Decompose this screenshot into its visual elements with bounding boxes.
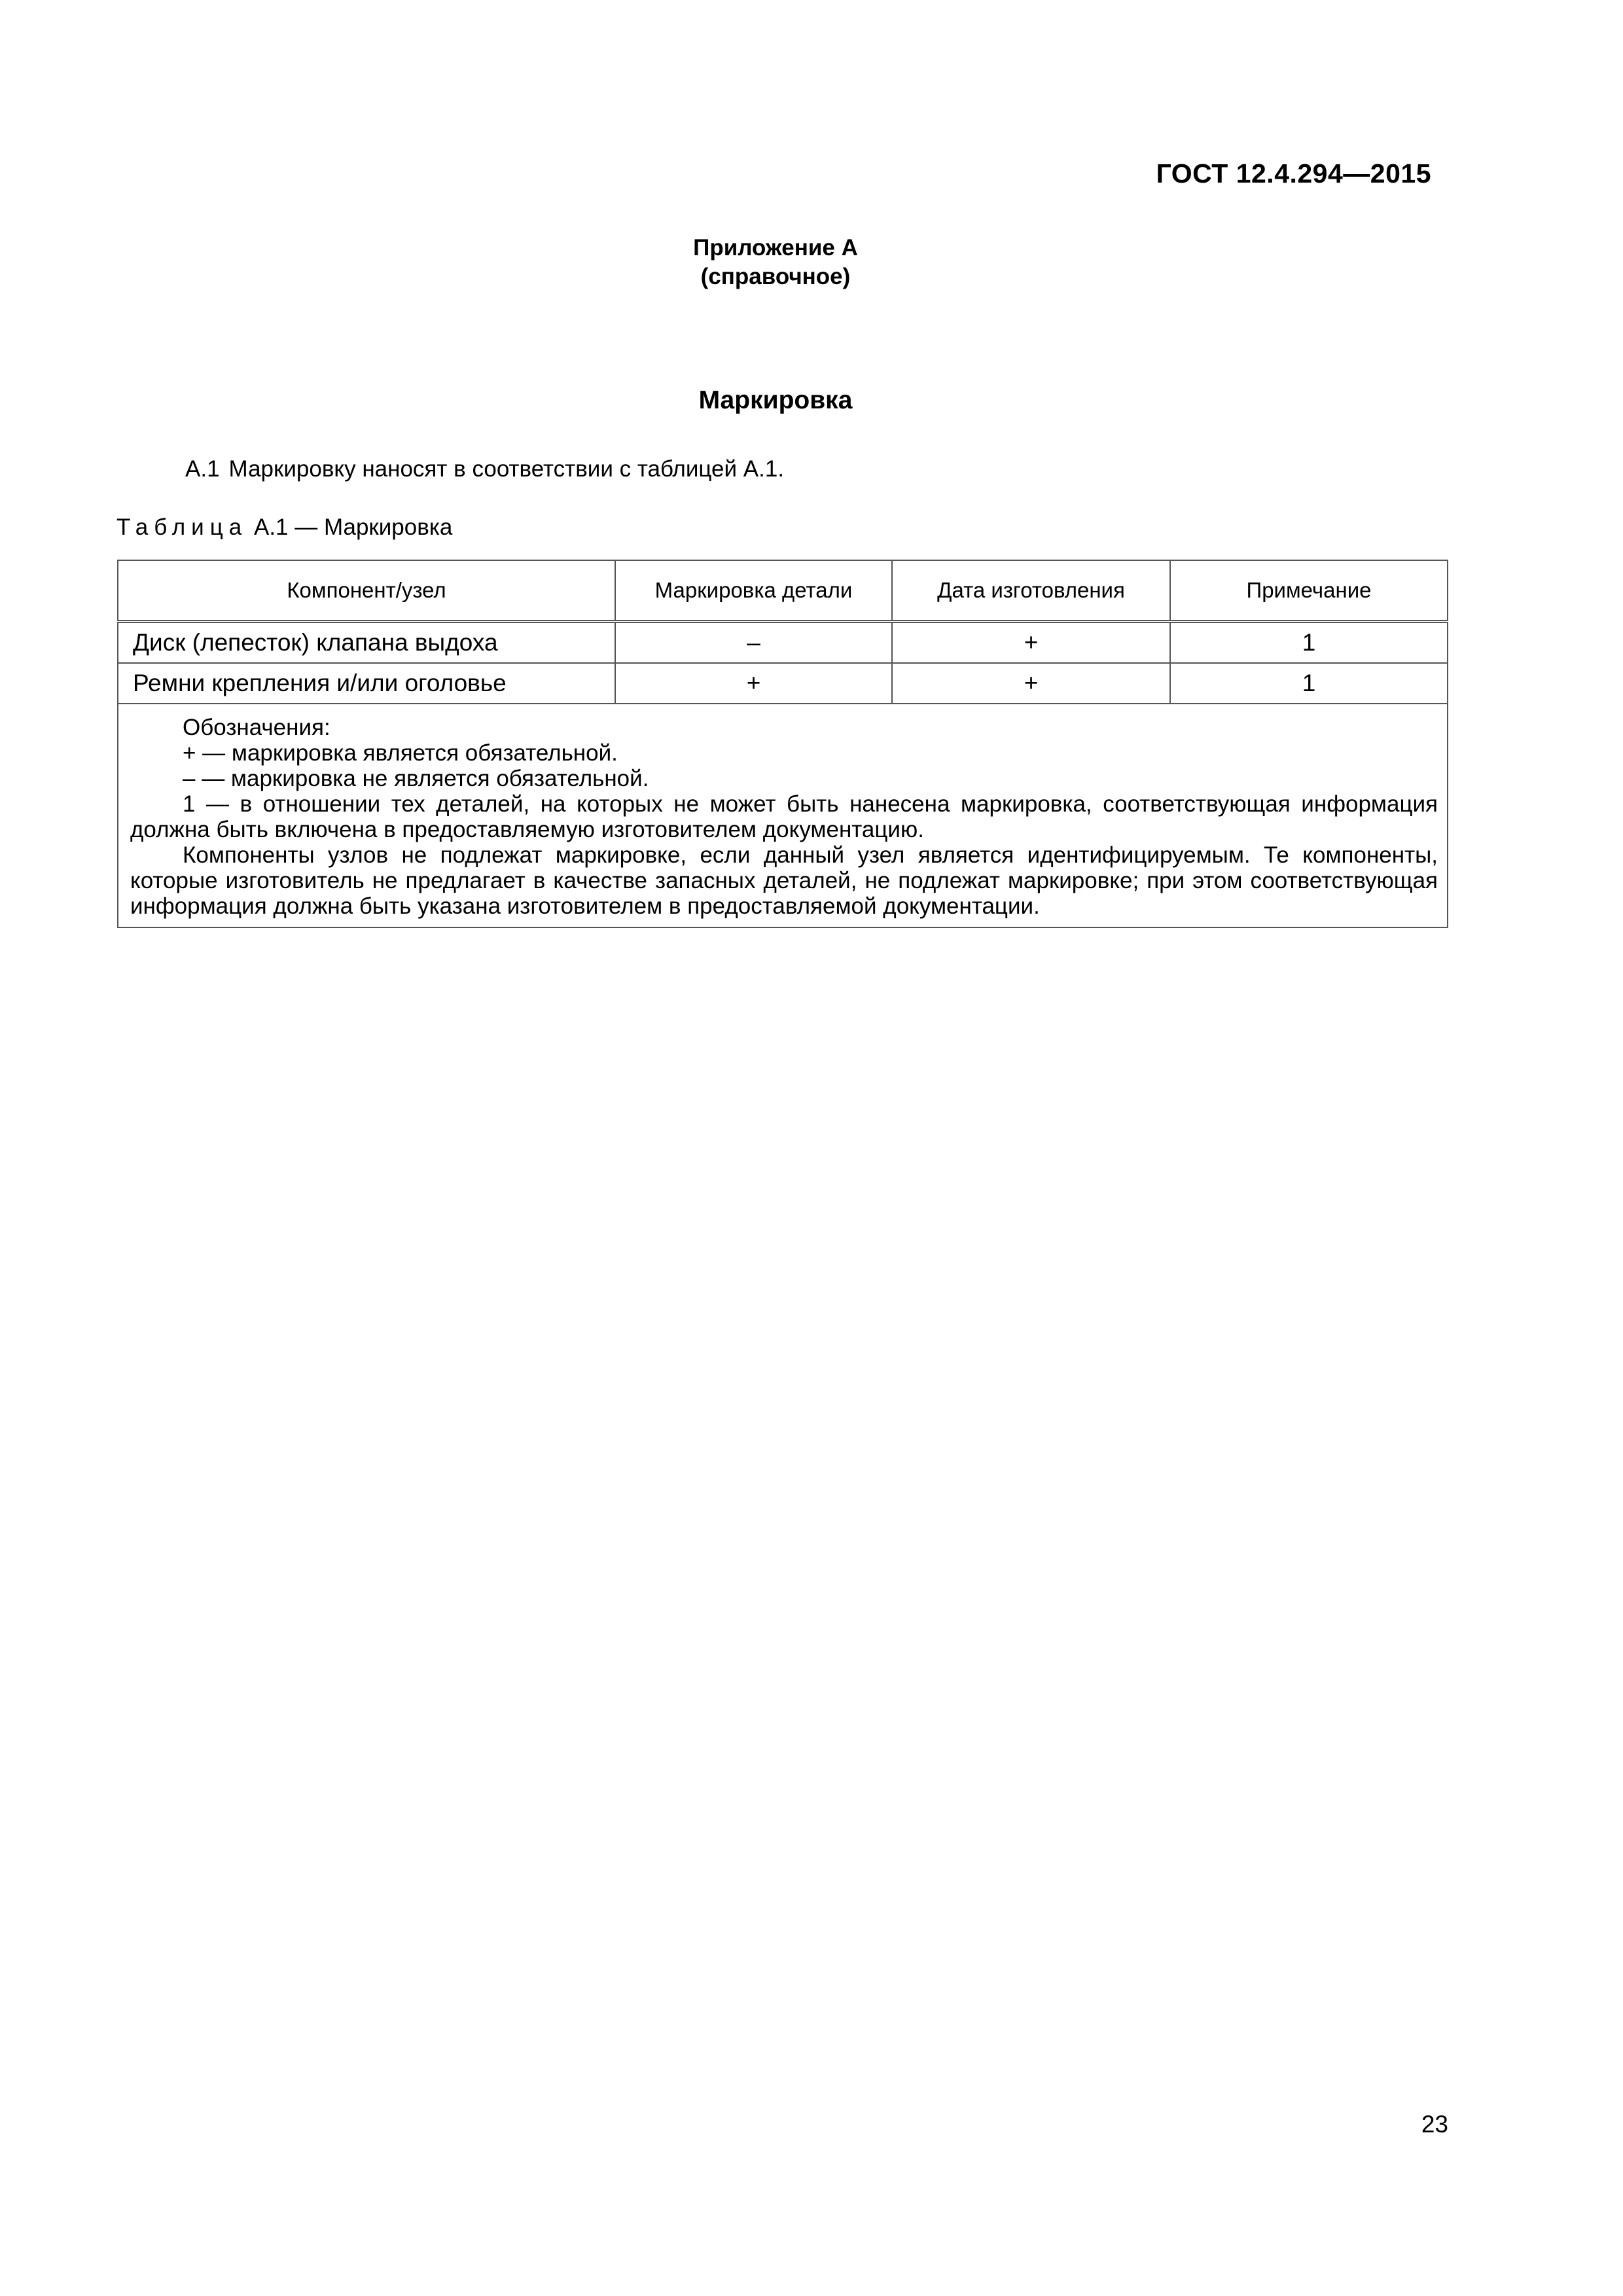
appendix-subtitle: (справочное) xyxy=(700,264,851,289)
table-caption xyxy=(116,514,452,541)
marking-table xyxy=(117,560,1448,928)
cell-note: 1 xyxy=(1170,663,1448,704)
table-header-row xyxy=(118,560,1448,622)
document-id: ГОСТ 12.4.294—2015 xyxy=(1156,158,1431,188)
header-manufacture-date: Дата изготовления xyxy=(892,560,1170,622)
note-one: 1 — в отношении тех деталей, на которых не может быть нанесена маркировка, соответствующая информация должна быть включена в предоставляемую изготовителем документацию. xyxy=(130,791,1438,842)
section-title: Маркировка xyxy=(698,386,853,414)
notes-heading: Обозначения: xyxy=(183,715,330,740)
table-caption-title: А.1 — Маркировка xyxy=(253,514,453,540)
cell-component: Ремни крепления и/или оголовье xyxy=(118,663,615,704)
table-row xyxy=(118,622,1448,664)
table-caption-word: Таблица xyxy=(116,514,248,540)
clause-number: А.1 xyxy=(185,456,220,482)
table-notes xyxy=(118,704,1448,927)
note-components: Компоненты узлов не подлежат маркировке, если данный узел является идентифицируемым. Те компоненты, которые изготовитель не предлагает в качестве запасных деталей, не подлежат маркировке; при этом соответствующая информация должна быть указана изготовителем в предоставляемой документации. xyxy=(130,842,1438,919)
table-notes-row xyxy=(118,704,1448,927)
table-row xyxy=(118,663,1448,704)
clause-text: Маркировку наносят в соответствии с таблицей А.1. xyxy=(228,456,785,482)
header-part-marking: Маркировка детали xyxy=(615,560,892,622)
page-number: 23 xyxy=(1421,2111,1448,2138)
header-note: Примечание xyxy=(1170,560,1448,622)
note-plus: + — маркировка является обязательной. xyxy=(183,740,618,766)
appendix-title: Приложение А xyxy=(693,235,858,260)
cell-part-marking: – xyxy=(615,622,892,664)
header-component: Компонент/узел xyxy=(118,560,615,622)
cell-manufacture-date: + xyxy=(892,663,1170,704)
cell-note: 1 xyxy=(1170,622,1448,664)
cell-manufacture-date: + xyxy=(892,622,1170,664)
cell-component: Диск (лепесток) клапана выдоха xyxy=(118,622,615,664)
note-minus: – — маркировка не является обязательной. xyxy=(183,766,649,791)
clause-a1 xyxy=(185,456,784,482)
cell-part-marking: + xyxy=(615,663,892,704)
